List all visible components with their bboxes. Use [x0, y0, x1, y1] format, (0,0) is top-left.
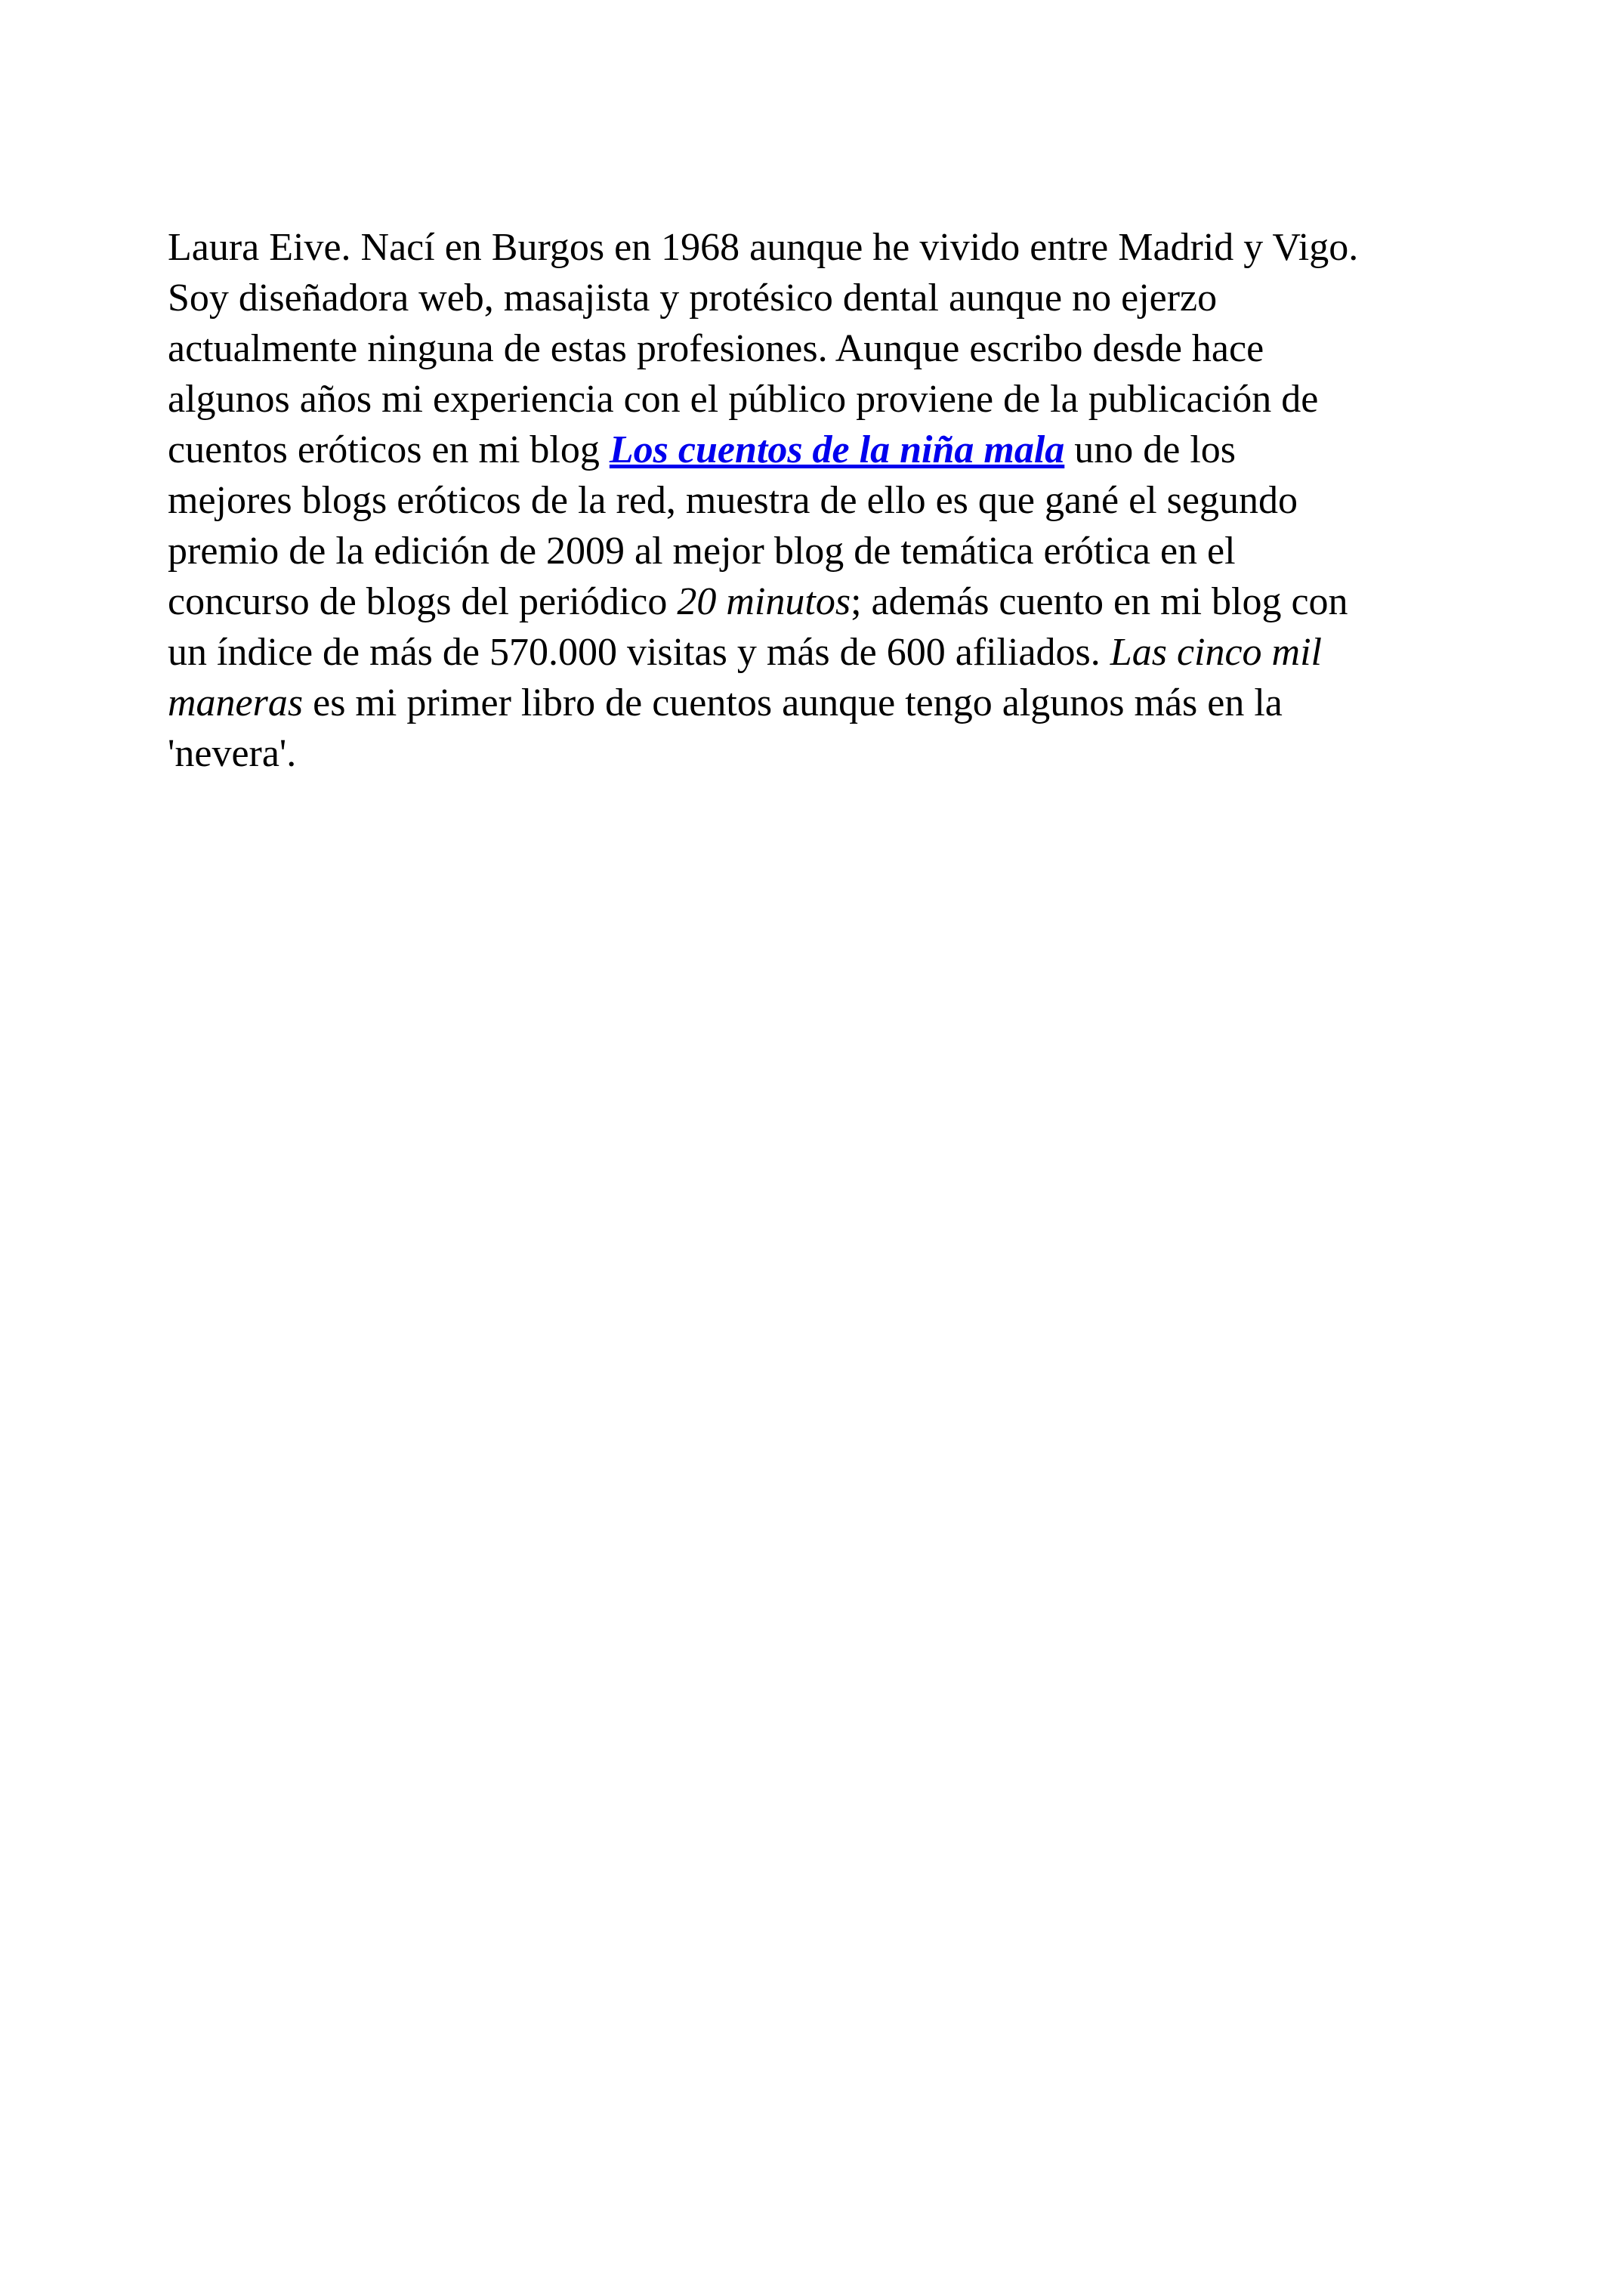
- text-line: [168, 728, 1452, 779]
- text-line: [168, 475, 1452, 526]
- italic-title-text: Las cinco mil: [1110, 631, 1322, 674]
- text-segment: ; además cuento en mi blog con: [851, 580, 1348, 623]
- text-line: [168, 627, 1452, 678]
- text-segment: cuentos eróticos en mi blog: [168, 428, 610, 471]
- text-line: [168, 678, 1452, 728]
- text-segment: algunos años mi experiencia con el público proviene de la publicación de: [168, 378, 1319, 421]
- text-line: [168, 222, 1452, 273]
- text-segment: 'nevera'.: [168, 732, 297, 775]
- text-line: [168, 273, 1452, 323]
- italic-title-text: 20 minutos: [677, 580, 851, 623]
- text-line: [168, 576, 1452, 627]
- text-line: [168, 374, 1452, 425]
- text-segment: actualmente ninguna de estas profesiones. Aunque escribo desde hace: [168, 327, 1264, 370]
- text-segment: Soy diseñadora web, masajista y protésico dental aunque no ejerzo: [168, 276, 1218, 320]
- author-bio-paragraph: [168, 222, 1452, 779]
- text-segment: concurso de blogs del periódico: [168, 580, 678, 623]
- text-line: [168, 323, 1452, 374]
- text-line: [168, 526, 1452, 576]
- text-segment: un índice de más de 570.000 visitas y más de 600 afiliados.: [168, 631, 1110, 674]
- text-segment: premio de la edición de 2009 al mejor blog de temática erótica en el: [168, 530, 1236, 573]
- text-segment: mejores blogs eróticos de la red, muestra de ello es que gané el segundo: [168, 479, 1298, 522]
- text-segment: Laura Eive. Nací en Burgos en 1968 aunque he vivido entre Madrid y Vigo.: [168, 226, 1359, 269]
- italic-title-text: maneras: [168, 681, 304, 724]
- text-line: [168, 425, 1452, 475]
- text-segment: es mi primer libro de cuentos aunque tengo algunos más en la: [303, 681, 1283, 724]
- blog-link[interactable]: Los cuentos de la niña mala: [609, 428, 1065, 471]
- text-segment: uno de los: [1064, 428, 1237, 471]
